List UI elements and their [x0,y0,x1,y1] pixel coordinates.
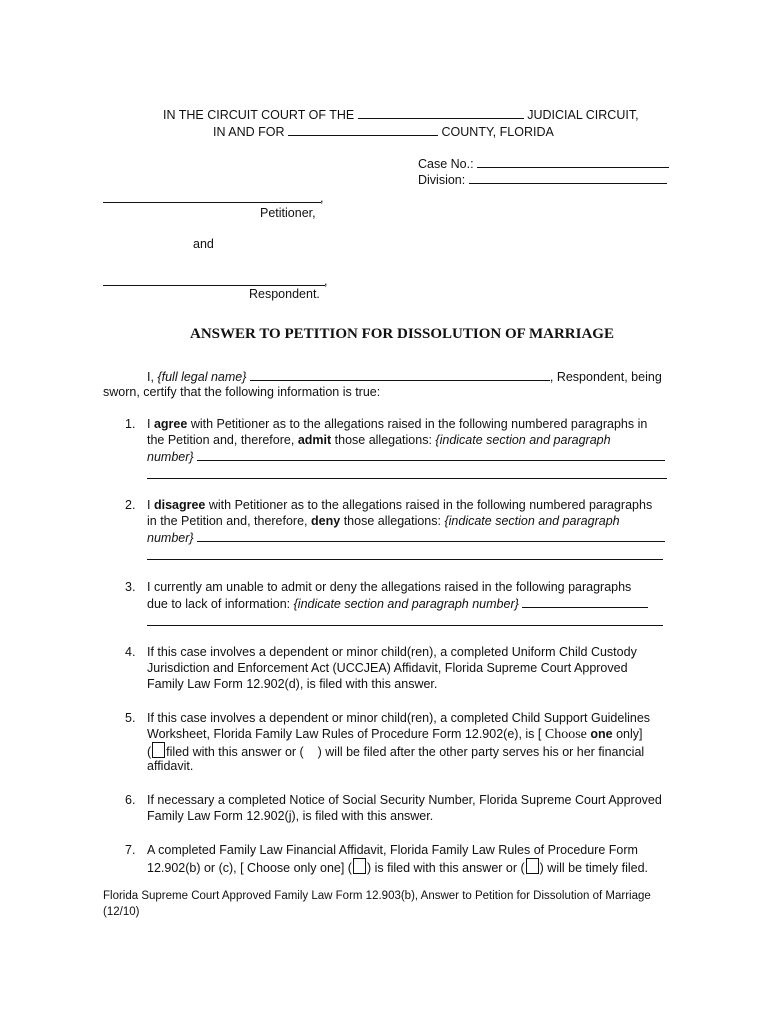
court-line-2-prefix: IN AND FOR [213,125,285,139]
document-title: ANSWER TO PETITION FOR DISSOLUTION OF MARRIAGE [190,326,614,342]
disagree-emphasis: disagree [153,498,206,512]
item-1-text: those allegations: [334,433,432,447]
item-5-number: 5. [125,711,136,725]
county-blank[interactable] [288,123,438,136]
judicial-circuit-blank[interactable] [358,106,524,119]
division-label: Division: [418,173,466,187]
item-1-hint: {indicate section and paragraph [435,433,611,447]
item-7-text: ) will be timely filed. [539,861,649,875]
full-name-hint: {full legal name} [157,370,247,384]
item-3-text: due to lack of information: [147,597,291,611]
item-5-line-3: ( filed with this answer or ( ) will be filed after the other party serves his or her financial [147,742,644,760]
case-no-label: Case No.: [418,157,474,171]
case-no-blank[interactable] [477,155,669,168]
item-1-text: with Petitioner as to the allegations raised in the following numbered paragraphs in [190,417,648,431]
item-1-hint: number} [147,450,194,464]
item-1-line-1 [147,416,647,432]
item-4-line-3: Family Law Form 12.902(d), is filed with this answer. [147,677,438,691]
item-1-text: I [147,417,151,431]
respondent-comma: , [324,274,328,288]
admit-emphasis: admit [297,433,332,447]
deny-emphasis: deny [311,514,341,528]
item-5-line-2 [147,726,642,743]
choose-label: Choose [544,727,587,742]
item-5-text: Worksheet, Florida Family Law Rules of Procedure Form 12.902(e), is [ [147,727,542,741]
item-7-text: 12.902(b) or (c), [ Choose only one] ( [147,861,352,875]
financial-affidavit-later-checkbox[interactable] [526,858,539,874]
intro-prefix: I, [147,370,154,384]
filed-with-answer-checkbox[interactable] [152,742,165,758]
item-1-answer-blank[interactable] [197,448,665,461]
full-name-blank[interactable] [250,368,550,381]
item-4-line-2: Jurisdiction and Enforcement Act (UCCJEA) Affidavit, Florida Supreme Court Approved [147,661,628,675]
item-5-text: only] [616,727,643,741]
item-1-answer-line-2[interactable] [147,478,667,479]
court-line-2-suffix: COUNTY, FLORIDA [441,125,554,139]
item-2-line-2 [147,513,620,529]
division-blank[interactable] [469,171,667,184]
item-2-hint: number} [147,531,194,545]
item-5-text: filed with this answer or ( [166,745,304,759]
item-3-answer-blank[interactable] [522,595,648,608]
item-4-number: 4. [125,645,136,659]
item-1-line-2 [147,432,611,448]
item-6-line-1: If necessary a completed Notice of Social Security Number, Florida Supreme Court Approved [147,793,662,807]
item-5-line-1: If this case involves a dependent or minor child(ren), a completed Child Support Guidelines [147,711,651,725]
footer-revision-date: (12/10) [103,906,140,918]
court-line-1-prefix: IN THE CIRCUIT COURT OF THE [163,108,355,122]
item-2-answer-line-2[interactable] [147,559,663,560]
one-emphasis: one [590,727,613,741]
item-5-line-4: affidavit. [147,759,194,773]
footer-form-citation: Florida Supreme Court Approved Family Law Form 12.903(b), Answer to Petition for Dissolution of Marriage [103,890,651,902]
item-1-text: the Petition and, therefore, [147,433,295,447]
and-label: and [193,237,214,251]
item-2-line-1 [147,497,652,513]
item-3-answer-line-2[interactable] [147,625,663,626]
case-no-row [418,155,669,172]
intro-line-2: sworn, certify that the following information is true: [103,385,381,399]
petitioner-name-line[interactable] [103,202,321,203]
item-2-text: in the Petition and, therefore, [147,514,308,528]
item-1-number: 1. [125,417,136,431]
item-1-line-3 [147,448,665,465]
court-line-2 [213,123,554,140]
item-2-hint: {indicate section and paragraph [444,514,620,528]
item-7-line-2 [147,858,648,876]
item-5-text: ) will be filed after the other party serves his or her financial [317,745,645,759]
item-3-number: 3. [125,580,136,594]
agree-emphasis: agree [153,417,188,431]
item-3-line-1: I currently am unable to admit or deny the allegations raised in the following paragraphs [147,580,632,594]
item-3-hint: {indicate section and paragraph number} [293,597,519,611]
court-line-1-suffix: JUDICIAL CIRCUIT, [527,108,639,122]
intro-line-1 [147,368,662,385]
intro-suffix: , Respondent, being [549,370,662,384]
item-6-line-2: Family Law Form 12.902(j), is filed with this answer. [147,809,434,823]
item-3-line-2 [147,595,648,612]
petitioner-comma: , [320,191,324,205]
item-4-line-1: If this case involves a dependent or minor child(ren), a completed Uniform Child Custody [147,645,637,659]
item-7-line-1: A completed Family Law Financial Affidavit, Florida Family Law Rules of Procedure Form [147,843,638,857]
item-2-text: I [147,498,151,512]
item-2-text: with Petitioner as to the allegations raised in the following numbered paragraphs [208,498,653,512]
court-line-1 [163,106,639,123]
item-2-text: those allegations: [343,514,441,528]
item-2-line-3 [147,529,665,546]
item-7-text: ) is filed with this answer or ( [366,861,525,875]
item-6-number: 6. [125,793,136,807]
item-7-number: 7. [125,843,136,857]
item-2-number: 2. [125,498,136,512]
item-2-answer-blank[interactable] [197,529,665,542]
financial-affidavit-filed-checkbox[interactable] [353,858,366,874]
division-row [418,171,667,188]
petitioner-label: Petitioner, [260,206,316,220]
respondent-label: Respondent. [249,287,320,301]
